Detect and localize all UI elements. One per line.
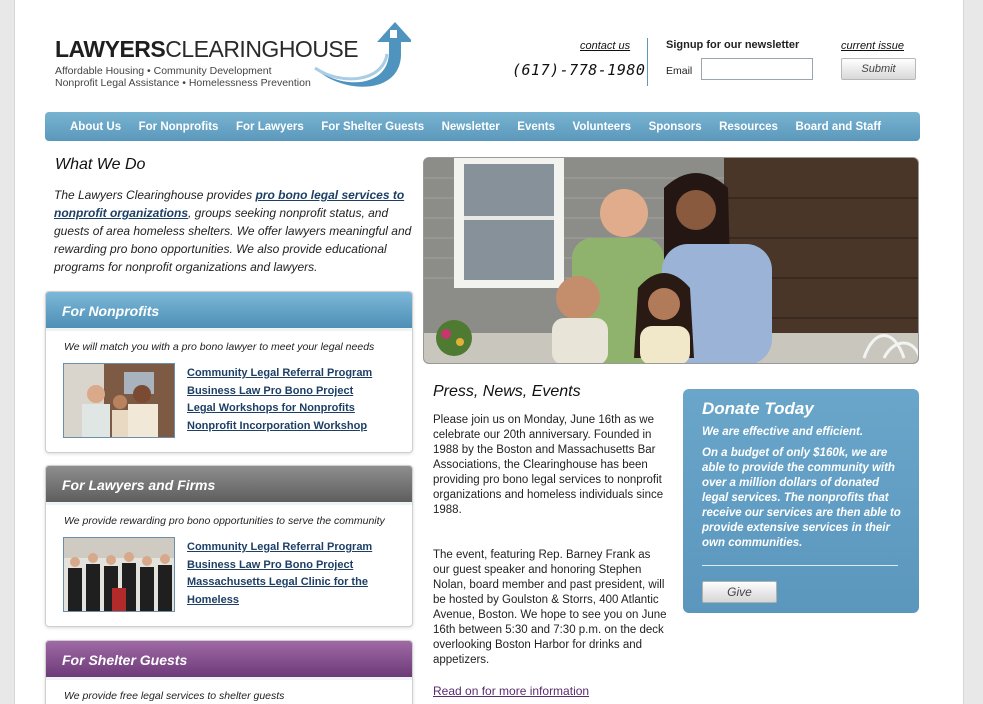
newsletter-submit-button[interactable]: Submit	[841, 58, 916, 80]
nav-board-and-staff[interactable]: Board and Staff	[795, 120, 882, 133]
current-issue-link[interactable]: current issue	[841, 40, 904, 52]
pro-bono-services-link[interactable]: pro bono legal services to nonprofit organizations	[54, 188, 405, 220]
nonprofits-links	[187, 365, 407, 435]
nonprofits-box	[45, 291, 413, 453]
lawyers-box-title: For Lawyers and Firms	[46, 466, 412, 502]
nonprofits-link-workshops[interactable]: Legal Workshops for Nonprofits	[187, 402, 355, 415]
nav-for-lawyers[interactable]: For Lawyers	[235, 120, 304, 133]
donate-box	[683, 389, 919, 613]
logo-tagline-1: Affordable Housing • Community Development	[55, 65, 272, 77]
wwd-text-after: , groups seeking nonprofit status, and guests of area homeless shelters. We offer lawyers meaningful and rewarding pro bono opportunities. We also provide educational programs for nonprofit organizations and lawyers.	[54, 206, 412, 274]
header-divider	[647, 38, 648, 86]
nav-sponsors[interactable]: Sponsors	[648, 120, 702, 133]
nav-for-shelter-guests[interactable]: For Shelter Guests	[321, 120, 425, 133]
wwd-text-before: The Lawyers Clearinghouse provides	[54, 188, 256, 202]
page	[14, 0, 964, 704]
logo-word-bold: LAWYERS	[55, 36, 166, 62]
nav-newsletter[interactable]: Newsletter	[441, 120, 500, 133]
lawyers-box-subtitle: We provide rewarding pro bono opportunities to serve the community	[46, 502, 412, 527]
read-more-link[interactable]: Read on for more information	[433, 684, 590, 698]
donate-title: Donate Today	[702, 399, 814, 418]
nonprofits-link-referral[interactable]: Community Legal Referral Program	[187, 367, 373, 379]
shelter-box-title: For Shelter Guests	[46, 641, 412, 677]
lawyers-photo	[63, 537, 175, 612]
site-logo[interactable]	[53, 12, 413, 92]
lawyers-link-legal-clinic[interactable]: Massachusetts Legal Clinic for the Homeless	[187, 576, 368, 606]
donate-divider	[702, 565, 898, 566]
shelter-box-subtitle: We provide free legal services to shelter guests	[46, 677, 412, 702]
lawyers-link-business-law[interactable]: Business Law Pro Bono Project	[187, 558, 354, 571]
shelter-box	[45, 640, 413, 704]
logo-tagline-2: Nonprofit Legal Assistance • Homelessness Prevention	[55, 77, 311, 89]
hero-family-photo	[423, 157, 919, 364]
nonprofits-box-title: For Nonprofits	[46, 292, 412, 328]
lawyers-box	[45, 465, 413, 627]
press-title: Press, News, Events	[433, 383, 581, 400]
give-button[interactable]: Give	[702, 581, 777, 603]
what-we-do-text	[54, 186, 414, 276]
lawyers-link-referral[interactable]: Community Legal Referral Program	[187, 541, 373, 553]
nonprofits-box-subtitle: We will match you with a pro bono lawyer to meet your legal needs	[46, 328, 412, 353]
nonprofits-link-business-law[interactable]: Business Law Pro Bono Project	[187, 384, 354, 397]
what-we-do-title: What We Do	[55, 156, 146, 173]
logo-word-light: CLEARINGHOUSE	[165, 36, 359, 62]
donate-line-2: On a budget of only $160k, we are able to provide the community with over a million dollars of donated legal services. The nonprofits that receive our services are then able to provide extensive services in their own communities.	[702, 447, 901, 549]
main-nav	[45, 112, 920, 141]
phone-number: (617)-778-1980	[512, 61, 646, 79]
nav-resources[interactable]: Resources	[719, 120, 778, 133]
newsletter-email-input[interactable]	[701, 58, 813, 80]
contact-us-link[interactable]: contact us	[580, 40, 631, 52]
nav-volunteers[interactable]: Volunteers	[572, 120, 632, 133]
lawyers-links	[187, 539, 407, 609]
donate-line-1: We are effective and efficient.	[702, 426, 864, 438]
nav-about-us[interactable]: About Us	[70, 120, 122, 133]
newsletter-title: Signup for our newsletter	[666, 39, 800, 51]
press-paragraph-2: The event, featuring Rep. Barney Frank as our guest speaker and honoring Stephen Nolan, board member and past president, will be hosted by Goulston & Storrs, 400 Atlantic Avenue, Boston. We hope to see you on June 16th between 5:30 and 7:30 p.m. on the deck overlooking Boston Harbor for drinks and appetizers.	[433, 549, 667, 666]
house-arrow-logo-icon	[311, 12, 411, 88]
email-label: Email	[666, 65, 693, 77]
press-paragraph-1: Please join us on Monday, June 16th as we celebrate our 20th anniversary. Founded in 1988 by the Boston and Massachusetts Bar Associations, the Clearinghouse has been providing pro bono legal services to nonprofit organizations and homeless individuals since 1988.	[433, 414, 664, 516]
nonprofits-photo	[63, 363, 175, 438]
nav-events[interactable]: Events	[517, 120, 555, 133]
nav-for-nonprofits[interactable]: For Nonprofits	[138, 120, 219, 133]
nonprofits-link-incorporation[interactable]: Nonprofit Incorporation Workshop	[187, 419, 368, 432]
